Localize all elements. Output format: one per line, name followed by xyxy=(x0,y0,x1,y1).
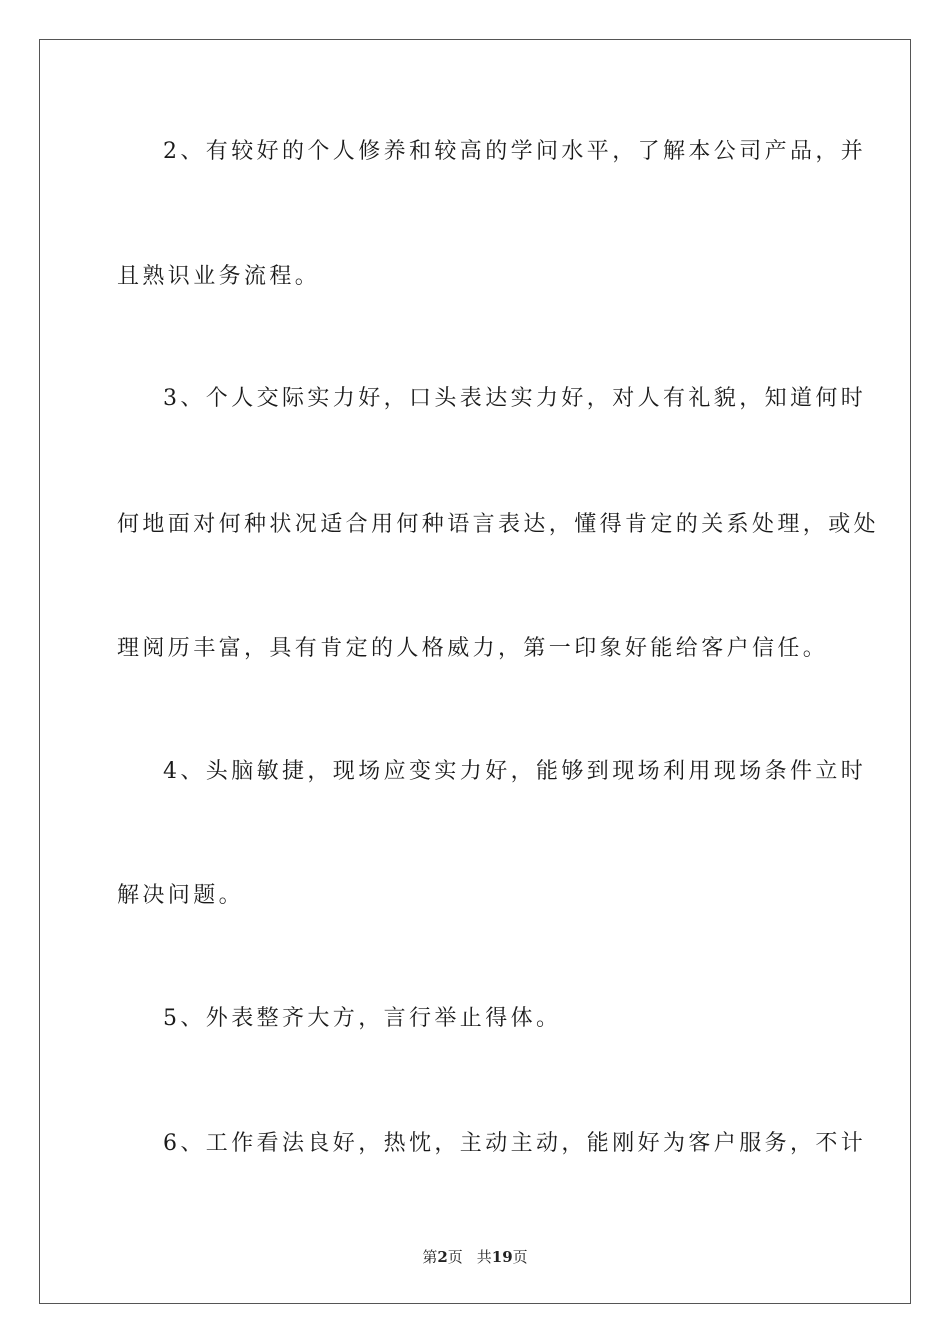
paragraph-line: 5、外表整齐大方，言行举止得体。 xyxy=(163,1006,562,1031)
page-current: 2 xyxy=(437,1248,448,1266)
page-border xyxy=(39,39,911,1304)
paragraph-line: 2、有较好的个人修养和较高的学问水平，了解本公司产品，并 xyxy=(163,139,867,164)
page-total: 19 xyxy=(491,1248,513,1266)
paragraph-line: 何地面对何种状况适合用何种语言表达，懂得肯定的关系处理，或处 xyxy=(117,512,880,537)
total-label-prefix: 共 xyxy=(476,1248,492,1266)
paragraph-line: 3、个人交际实力好，口头表达实力好，对人有礼貌，知道何时 xyxy=(163,386,867,411)
paragraph-line: 且熟识业务流程。 xyxy=(117,264,321,289)
page-label-prefix: 第 xyxy=(422,1248,438,1266)
paragraph-line: 4、头脑敏捷，现场应变实力好，能够到现场利用现场条件立时 xyxy=(163,759,867,784)
page-label-suffix: 页 xyxy=(447,1248,463,1266)
paragraph-line: 理阅历丰富，具有肯定的人格威力，第一印象好能给客户信任。 xyxy=(117,636,829,661)
paragraph-line: 6、工作看法良好，热忱，主动主动，能刚好为客户服务，不计 xyxy=(163,1131,867,1156)
page-footer xyxy=(0,1247,950,1267)
paragraph-line: 解决问题。 xyxy=(117,883,245,908)
total-label-suffix: 页 xyxy=(512,1248,528,1266)
